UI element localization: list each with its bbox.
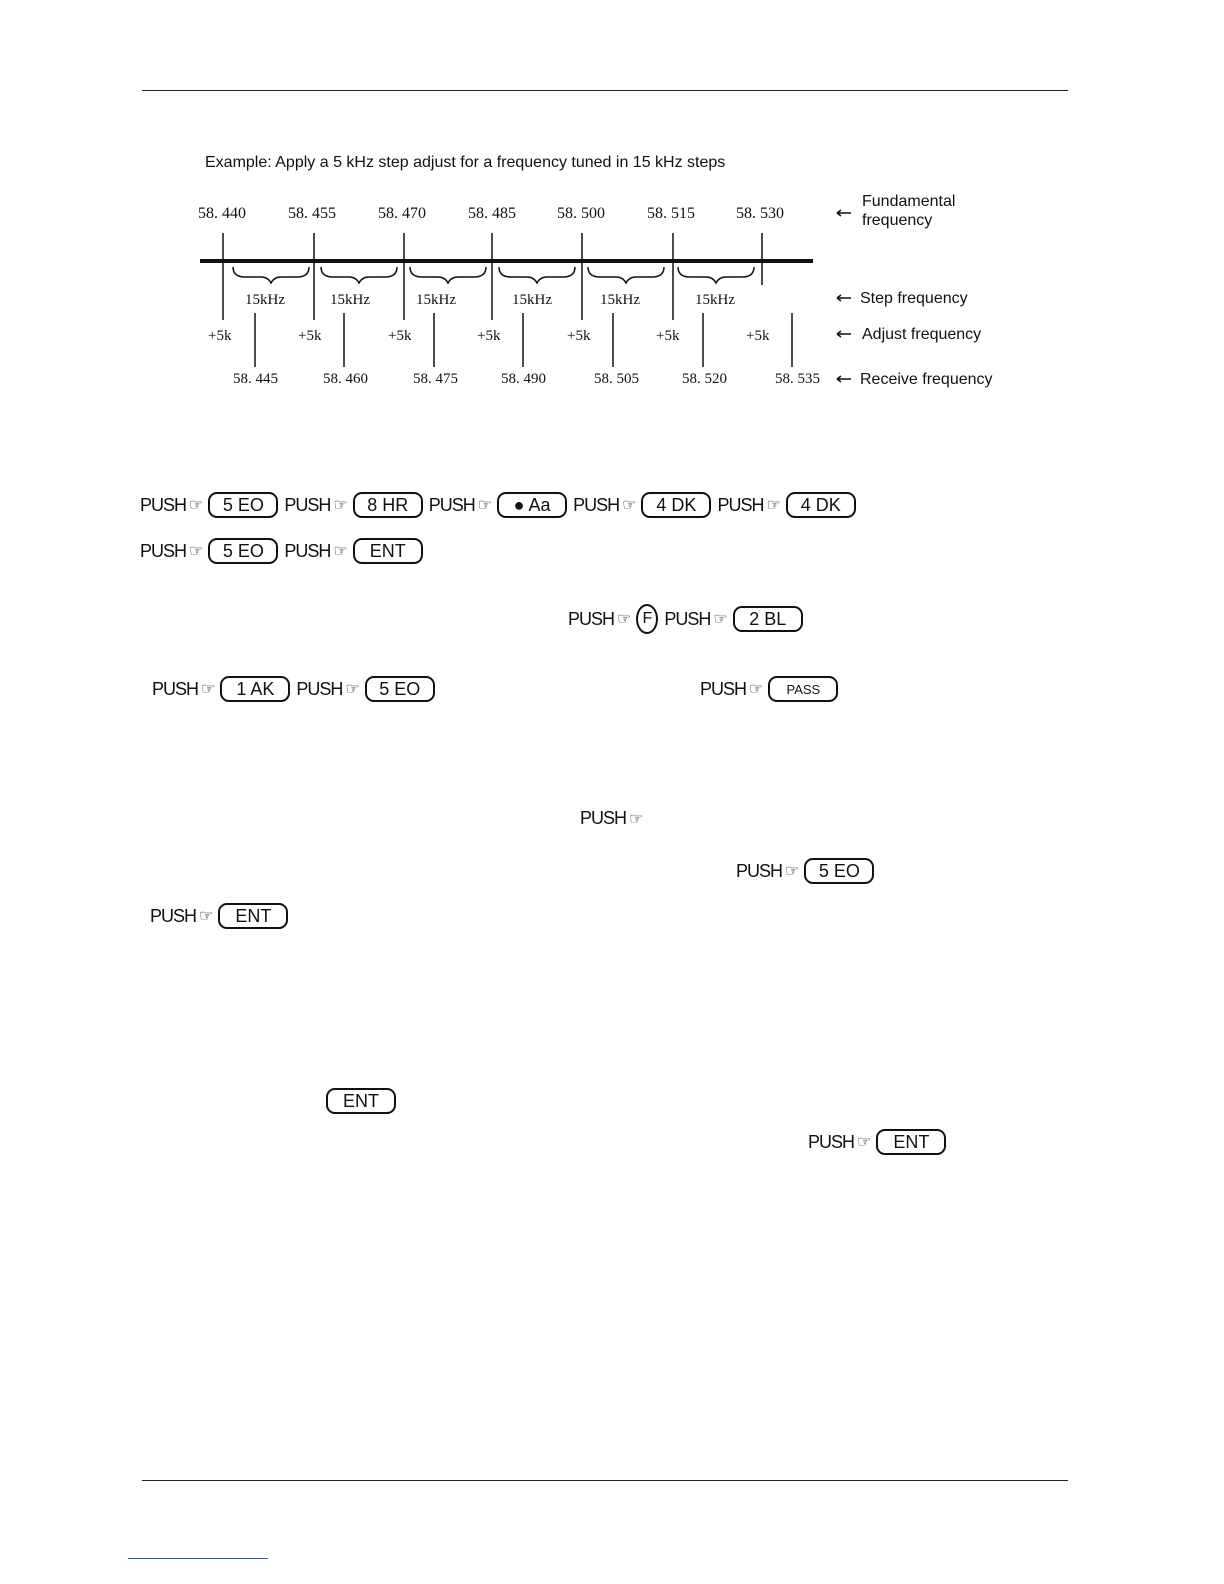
pointing-hand-icon: ☞ [333, 497, 347, 514]
pointing-hand-icon: ☞ [477, 497, 492, 514]
arrow-fundamental [837, 210, 851, 216]
push-label: PUSH ☞ [700, 678, 763, 699]
push-label: PUSH ☞ [580, 808, 643, 828]
push-label: PUSH ☞ [428, 494, 492, 515]
receive-label: 58. 490 [501, 371, 546, 387]
push-label: PUSH ☞ [140, 494, 203, 515]
fundamental-label: 58. 485 [468, 205, 516, 222]
receive-label: 58. 445 [233, 371, 278, 387]
key-5-eo[interactable]: 5 EO [365, 676, 435, 702]
key-8-hr[interactable]: 8 HR [353, 492, 423, 518]
key-dot-aa[interactable]: ● Aa [497, 492, 567, 518]
key-sequence-row [140, 492, 856, 518]
adjust-label: +5k [567, 328, 591, 344]
receive-label: 58. 535 [775, 371, 820, 387]
key-f[interactable]: F [636, 604, 658, 634]
step-brace [588, 267, 664, 283]
step-label: 15kHz [330, 292, 370, 308]
receive-label: 58. 520 [682, 371, 727, 387]
key-5-eo[interactable]: 5 EO [208, 492, 278, 518]
legend-receive: Receive frequency [860, 371, 993, 388]
step-brace [321, 267, 397, 283]
adjust-label: +5k [656, 328, 680, 344]
key-pass[interactable]: PASS [768, 676, 838, 702]
push-label: PUSH ☞ [573, 494, 636, 515]
footer-rule [142, 1480, 1068, 1481]
arrow-step [837, 295, 851, 301]
key-ent[interactable]: ENT [218, 903, 288, 929]
pointing-hand-icon: ☞ [201, 681, 215, 698]
pointing-hand-icon: ☞ [713, 611, 727, 628]
pointing-hand-icon: ☞ [857, 1134, 871, 1151]
push-label: PUSH ☞ [150, 905, 213, 926]
pointing-hand-icon: ☞ [785, 863, 799, 880]
header-rule [142, 90, 1068, 91]
fundamental-label: 58. 515 [647, 205, 695, 222]
key-sequence-row [700, 676, 838, 702]
pointing-hand-icon: ☞ [617, 611, 631, 628]
adjust-label: +5k [388, 328, 412, 344]
key-5-eo[interactable]: 5 EO [208, 538, 278, 564]
key-sequence-row [580, 808, 642, 829]
legend-step: Step frequency [860, 290, 968, 307]
push-label: PUSH ☞ [808, 1131, 871, 1152]
push-label: PUSH ☞ [284, 540, 347, 561]
push-label: PUSH ☞ [152, 678, 215, 699]
fundamental-label: 58. 440 [198, 205, 246, 222]
receive-label: 58. 475 [413, 371, 458, 387]
push-label: PUSH ☞ [568, 608, 631, 629]
fundamental-label: 58. 530 [736, 205, 784, 222]
adjust-label: +5k [477, 328, 501, 344]
key-5-eo[interactable]: 5 EO [804, 858, 874, 884]
push-label: PUSH ☞ [664, 608, 727, 629]
key-sequence-row [568, 604, 803, 634]
frequency-diagram [195, 185, 1035, 405]
push-label: PUSH ☞ [717, 494, 780, 515]
pointing-hand-icon: ☞ [189, 497, 203, 514]
step-brace [678, 267, 754, 283]
push-label: PUSH ☞ [736, 860, 799, 881]
diagram-caption: Example: Apply a 5 kHz step adjust for a frequency tuned in 15 kHz steps [205, 154, 726, 171]
key-2-bl[interactable]: 2 BL [733, 606, 803, 632]
push-label: PUSH ☞ [284, 494, 347, 515]
key-1-ak[interactable]: 1 AK [220, 676, 290, 702]
step-label: 15kHz [600, 292, 640, 308]
push-label: PUSH ☞ [140, 540, 203, 561]
step-brace [233, 267, 309, 283]
fundamental-label: 58. 470 [378, 205, 426, 222]
key-sequence-row [140, 538, 423, 564]
pointing-hand-icon: ☞ [629, 810, 643, 828]
pointing-hand-icon: ☞ [749, 681, 763, 698]
arrow-receive [837, 376, 851, 382]
pointing-hand-icon: ☞ [766, 497, 780, 514]
step-brace [410, 267, 486, 283]
key-sequence-row [152, 676, 435, 702]
receive-label: 58. 505 [594, 371, 639, 387]
pointing-hand-icon: ☞ [333, 543, 347, 560]
adjust-label: +5k [298, 328, 322, 344]
pointing-hand-icon: ☞ [345, 681, 359, 698]
step-label: 15kHz [416, 292, 456, 308]
push-label: PUSH ☞ [296, 678, 359, 699]
key-sequence-row [150, 903, 288, 929]
pointing-hand-icon: ☞ [622, 497, 636, 514]
arrow-adjust [837, 331, 851, 337]
fundamental-label: 58. 500 [557, 205, 605, 222]
step-label: 15kHz [512, 292, 552, 308]
receive-label: 58. 460 [323, 371, 368, 387]
key-ent[interactable]: ENT [876, 1129, 946, 1155]
key-sequence-row [326, 1088, 396, 1114]
key-ent[interactable]: ENT [353, 538, 423, 564]
legend-adjust: Adjust frequency [862, 326, 982, 343]
key-4-dk[interactable]: 4 DK [641, 492, 711, 518]
adjust-label: +5k [208, 328, 232, 344]
pointing-hand-icon: ☞ [199, 908, 213, 925]
step-brace [499, 267, 575, 283]
key-4-dk[interactable]: 4 DK [786, 492, 856, 518]
legend-fundamental: Fundamental frequency [862, 193, 956, 229]
key-ent[interactable]: ENT [326, 1088, 396, 1114]
footer-link-underline [128, 1558, 268, 1559]
fundamental-label: 58. 455 [288, 205, 336, 222]
pointing-hand-icon: ☞ [189, 543, 203, 560]
step-label: 15kHz [695, 292, 735, 308]
step-label: 15kHz [245, 292, 285, 308]
key-sequence-row [736, 858, 874, 884]
adjust-label: +5k [746, 328, 770, 344]
key-sequence-row [808, 1129, 946, 1155]
